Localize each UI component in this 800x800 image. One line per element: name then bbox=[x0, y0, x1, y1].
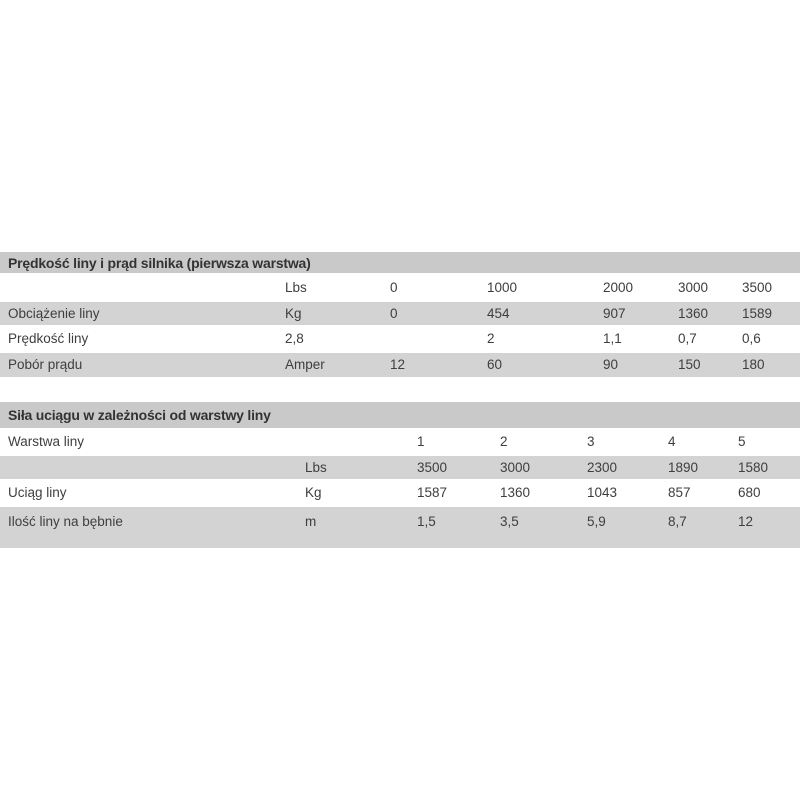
value-cell: 680 bbox=[738, 485, 761, 500]
value-cell: 0 bbox=[382, 302, 479, 325]
value-cell: 857 bbox=[668, 485, 691, 500]
row-label-cell: Prędkość liny bbox=[8, 331, 89, 346]
row-label-cell: Uciąg liny bbox=[8, 485, 67, 500]
unit-cell: Kg bbox=[305, 485, 322, 500]
value-cell: 150 bbox=[670, 353, 734, 377]
row-label-cell: Pobór prądu bbox=[0, 353, 277, 377]
value-cell: 3 bbox=[587, 434, 595, 449]
value-cell: 1360 bbox=[500, 485, 531, 500]
value-cell: 60 bbox=[479, 353, 595, 377]
table-section-line-speed-and-motor-current bbox=[0, 252, 800, 377]
unit-cell: Amper bbox=[277, 353, 382, 377]
value-cell: 2 bbox=[500, 434, 508, 449]
row-label-cell: Ilość liny na bębnie bbox=[0, 507, 297, 548]
value-cell: 5 bbox=[738, 434, 746, 449]
value-cell: 0 bbox=[390, 279, 398, 295]
table-row bbox=[0, 273, 800, 302]
value-cell: 8,7 bbox=[660, 507, 730, 548]
unit-cell: 2,8 bbox=[285, 331, 304, 346]
value-cell: 2300 bbox=[579, 456, 660, 479]
value-cell: 12 bbox=[382, 353, 479, 377]
value-cell: 1,1 bbox=[603, 331, 622, 346]
value-cell: 1580 bbox=[730, 456, 800, 479]
row-label-cell: Obciążenie liny bbox=[0, 302, 277, 325]
value-cell: 5,9 bbox=[579, 507, 660, 548]
table-title-pull-force-by-rope-layer: Siła uciągu w zależności od warstwy liny bbox=[0, 402, 800, 428]
row-label-cell bbox=[0, 273, 277, 302]
value-cell: 907 bbox=[595, 302, 670, 325]
value-cell: 3,5 bbox=[492, 507, 579, 548]
value-cell: 1000 bbox=[487, 279, 518, 295]
value-cell: 2 bbox=[487, 331, 495, 346]
value-cell: 3000 bbox=[492, 456, 579, 479]
unit-cell: m bbox=[297, 507, 409, 548]
table-section-pull-force-by-rope-layer bbox=[0, 402, 800, 548]
table-row bbox=[0, 353, 800, 377]
table-row bbox=[0, 456, 800, 479]
value-cell bbox=[382, 325, 479, 353]
table-row bbox=[0, 325, 800, 353]
value-cell: 454 bbox=[479, 302, 595, 325]
table-title-line-speed-and-motor-current: Prędkość liny i prąd silnika (pierwsza warstwa) bbox=[0, 252, 800, 273]
line-speed-and-motor-current-table bbox=[0, 273, 800, 377]
table-row bbox=[0, 428, 800, 456]
unit-cell: Kg bbox=[277, 302, 382, 325]
value-cell: 0,6 bbox=[742, 331, 761, 346]
value-cell: 3000 bbox=[678, 279, 709, 295]
unit-cell: Lbs bbox=[285, 279, 307, 295]
table-row bbox=[0, 507, 800, 548]
value-cell: 180 bbox=[734, 353, 800, 377]
value-cell: 2000 bbox=[603, 279, 634, 295]
value-cell: 4 bbox=[668, 434, 676, 449]
value-cell: 1360 bbox=[670, 302, 734, 325]
value-cell: 12 bbox=[730, 507, 800, 548]
table-row bbox=[0, 302, 800, 325]
value-cell: 1587 bbox=[417, 485, 448, 500]
value-cell: 1,5 bbox=[409, 507, 492, 548]
value-cell: 1890 bbox=[660, 456, 730, 479]
unit-cell bbox=[297, 428, 409, 456]
value-cell: 1 bbox=[417, 434, 425, 449]
value-cell: 1043 bbox=[587, 485, 618, 500]
row-label-cell: Warstwa liny bbox=[8, 434, 85, 449]
table-row bbox=[0, 479, 800, 507]
unit-cell: Lbs bbox=[297, 456, 409, 479]
value-cell: 3500 bbox=[742, 279, 773, 295]
value-cell: 1589 bbox=[734, 302, 800, 325]
value-cell: 90 bbox=[595, 353, 670, 377]
pull-force-by-rope-layer-table bbox=[0, 428, 800, 548]
value-cell: 3500 bbox=[409, 456, 492, 479]
value-cell: 0,7 bbox=[678, 331, 697, 346]
row-label-cell bbox=[0, 456, 297, 479]
